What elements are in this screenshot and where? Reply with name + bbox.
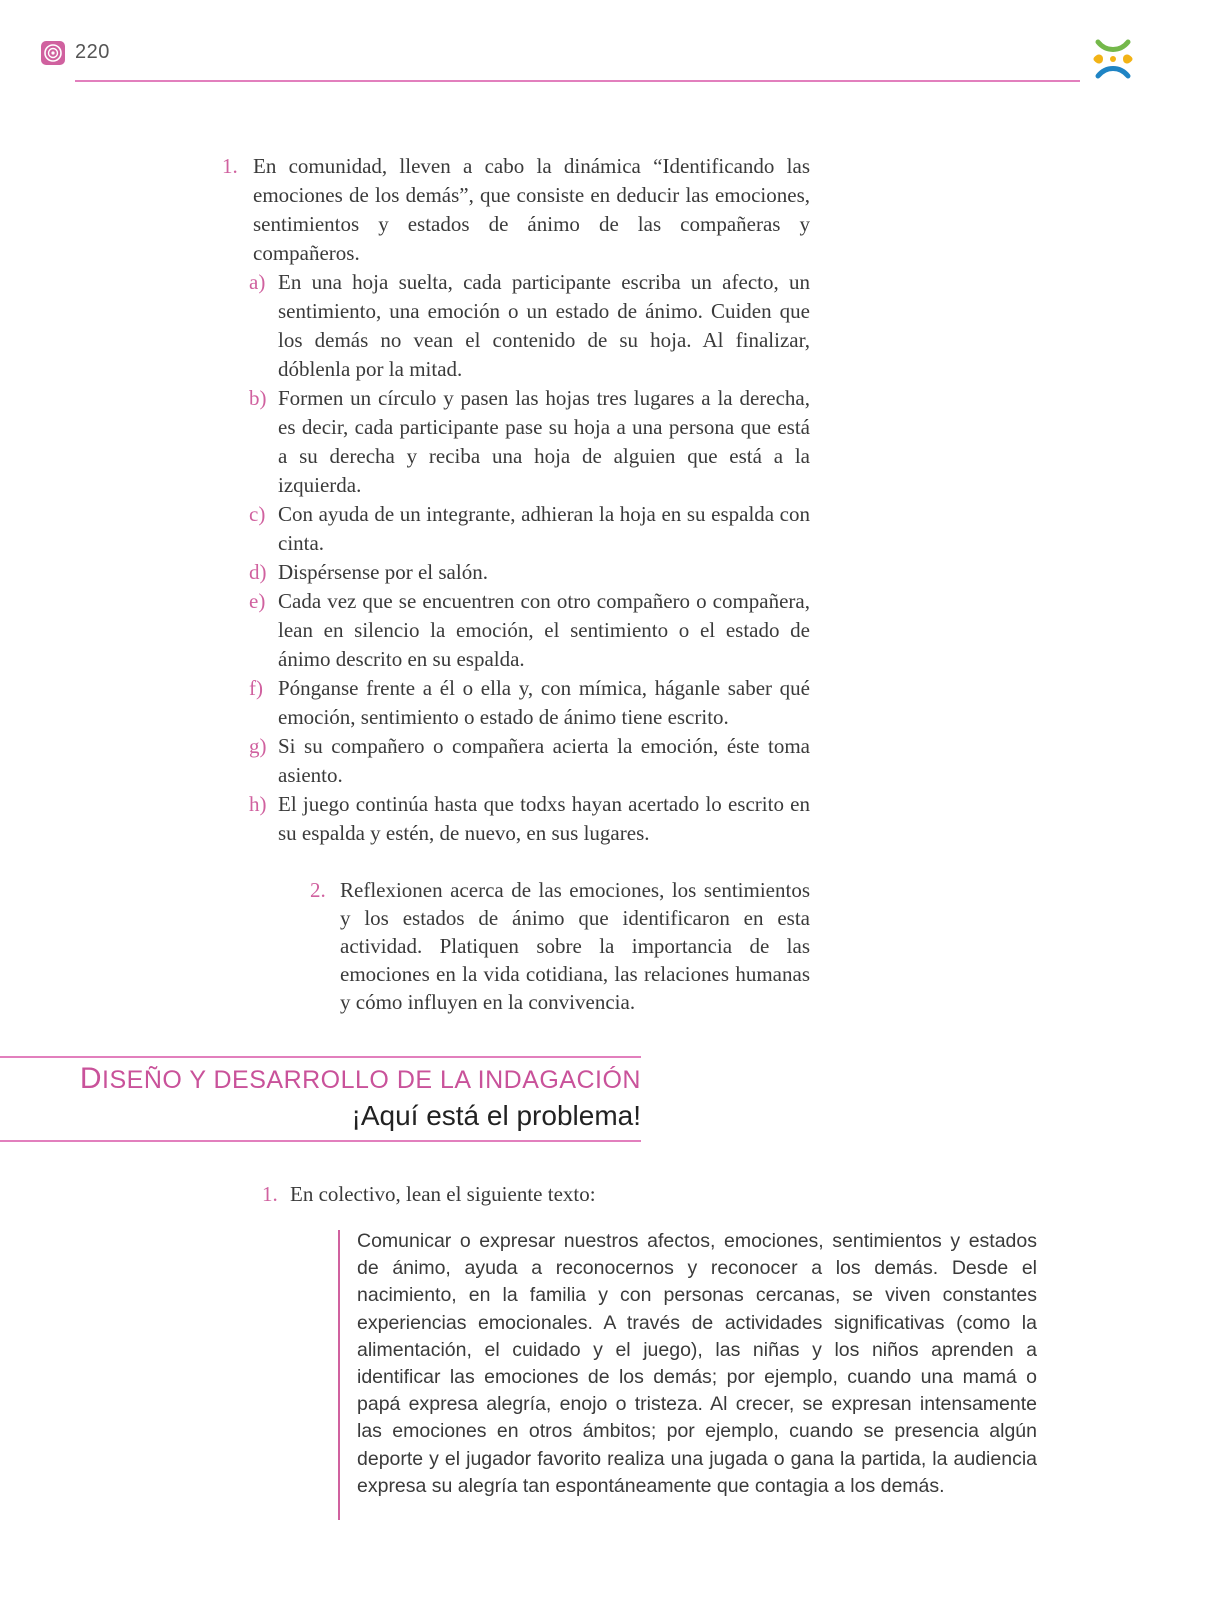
activity-text: Reflexionen acerca de las emociones, los sentimientos y los estados de ánimo que identificaron en esta actividad. Platiquen sobre la importancia de las emociones en la vida cotidiana, las relaciones humanas y cómo influyen en la convivencia. — [340, 878, 810, 1014]
step-label: e) — [249, 589, 266, 613]
step-text: Si su compañero o compañera acierta la emoción, éste toma asiento. — [278, 734, 810, 787]
step-label: g) — [249, 734, 267, 758]
section-title-rest: ISEÑO Y DESARROLLO DE LA INDAGACIÓN — [102, 1066, 641, 1094]
quote-bar — [338, 1230, 340, 1520]
step-label: a) — [249, 270, 266, 294]
activity-number: 1. — [222, 154, 238, 178]
activity-2 — [310, 876, 810, 1016]
step-c — [222, 500, 810, 558]
step-a — [222, 268, 810, 384]
step-text: Cada vez que se encuentren con otro compañero o compañera, lean en silencio la emoción, el sentimiento o el estado de ánimo descrito en su espalda. — [278, 589, 810, 671]
flower-emblem-icon — [40, 40, 66, 66]
activity-1 — [222, 152, 810, 848]
section-title — [80, 1062, 641, 1096]
step-text: Dispérsense por el salón. — [278, 560, 488, 584]
step-text: Formen un círculo y pasen las hojas tres lugares a la derecha, es decir, cada participante pase su hoja a una persona que está a su derecha y reciba una hoja de alguien que está a la izquierda. — [278, 386, 810, 497]
activity-number: 1. — [262, 1182, 278, 1206]
header-divider — [75, 80, 1080, 82]
step-label: c) — [249, 502, 266, 526]
step-label: b) — [249, 386, 267, 410]
section-divider-bottom — [0, 1140, 641, 1142]
activity-text: En comunidad, lleven a cabo la dinámica “Identificando las emociones de los demás”, que consiste en deducir las emociones, sentimientos y estados de ánimo de las compañeras y compañeros. — [253, 154, 810, 265]
page-number: 220 — [75, 41, 110, 63]
step-g — [222, 732, 810, 790]
step-text: Con ayuda de un integrante, adhieran la hoja en su espalda con cinta. — [278, 502, 810, 555]
step-f — [222, 674, 810, 732]
step-label: h) — [249, 792, 267, 816]
step-text: El juego continúa hasta que todxs hayan acertado lo escrito en su espalda y estén, de nuevo, en sus lugares. — [278, 792, 810, 845]
step-e — [222, 587, 810, 674]
activity-number: 2. — [310, 878, 326, 902]
community-logo-icon — [1088, 34, 1138, 84]
step-label: d) — [249, 560, 267, 584]
activity-3-instruction — [262, 1180, 822, 1209]
page-header — [0, 0, 1214, 90]
step-text: Pónganse frente a él o ella y, con mímica, háganle saber qué emoción, sentimiento o estado de ánimo tiene escrito. — [278, 676, 810, 729]
step-text: En una hoja suelta, cada participante escriba un afecto, un sentimiento, una emoción o un estado de ánimo. Cuiden que los demás no vean el contenido de su hoja. Al finalizar, dóblenla por la mitad. — [278, 270, 810, 381]
step-d — [222, 558, 810, 587]
activity-1-instruction — [222, 152, 810, 268]
step-label: f) — [249, 676, 263, 700]
activity-text: En colectivo, lean el siguiente texto: — [290, 1182, 596, 1206]
section-title-initial: D — [79, 1062, 103, 1095]
step-b — [222, 384, 810, 500]
reading-quote: Comunicar o expresar nuestros afectos, emociones, sentimientos y estados de ánimo, ayuda a reconocernos y reconocer a los demás. Desde el nacimiento, en la familia y con personas cercanas, se viven constantes experiencias emocionales. A través de actividades significativas (como la alimentación, el cuidado y el juego), las niñas y los niños aprenden a identificar las emociones de los demás; por ejemplo, cuando una mamá o papá expresa alegría, enojo o tristeza. Al crecer, se expresan intensamente las emociones en otros ámbitos; por ejemplo, cuando se presencia algún deporte y el jugador favorito realiza una jugada o gana la partida, la audiencia expresa su alegría tan espontáneamente que contagia a los demás. — [357, 1230, 1037, 1497]
activity-2-instruction — [310, 876, 810, 1016]
activity-3 — [262, 1180, 822, 1209]
section-divider-top — [0, 1056, 641, 1058]
section-subtitle: ¡Aquí está el problema! — [351, 1100, 641, 1131]
step-h — [222, 790, 810, 848]
